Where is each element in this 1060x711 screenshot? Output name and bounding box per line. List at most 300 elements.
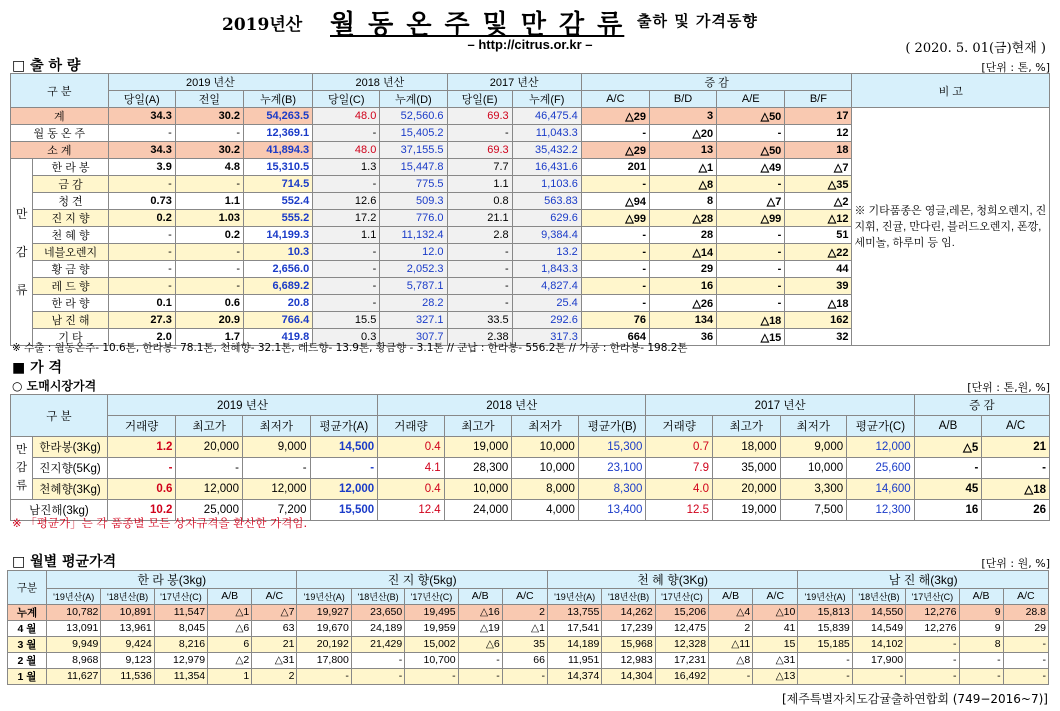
value-cell: 7.9 — [646, 458, 713, 479]
value-cell: 307.7 — [380, 329, 447, 346]
value-cell: 12,000 — [847, 437, 915, 458]
value-cell: - — [798, 652, 852, 668]
value-cell: 15.5 — [313, 312, 380, 329]
sub-header: '17년산(C) — [906, 589, 959, 605]
side-char: 류 — [15, 283, 28, 297]
value-cell: - — [717, 176, 785, 193]
value-cell: △26 — [649, 295, 716, 312]
site-url[interactable]: – http://citrus.or.kr – — [467, 37, 593, 52]
sub-header: A/C — [1003, 589, 1048, 605]
value-cell: - — [108, 261, 175, 278]
value-cell: - — [458, 668, 502, 684]
row-label: 월 동 온 주 — [11, 125, 109, 142]
value-cell: 44 — [785, 261, 852, 278]
sub-header: A/E — [717, 91, 785, 108]
value-cell: 12.4 — [378, 500, 445, 521]
monthly-price-table — [7, 570, 1049, 685]
value-cell: - — [313, 261, 380, 278]
value-cell: 54,263.5 — [244, 108, 313, 125]
sub-header: 평균가(A) — [310, 416, 378, 437]
value-cell: 17,231 — [655, 652, 708, 668]
value-cell: △20 — [649, 125, 716, 142]
page-header — [0, 4, 1060, 38]
value-cell: 9,000 — [780, 437, 847, 458]
value-cell: △16 — [458, 604, 502, 620]
row-label: 진지향(5Kg) — [33, 458, 108, 479]
value-cell: 28,300 — [444, 458, 512, 479]
value-cell: 0.7 — [646, 437, 713, 458]
value-cell: 2.38 — [447, 329, 512, 346]
value-cell: 12,276 — [906, 604, 959, 620]
value-cell: 41,894.3 — [244, 142, 313, 159]
value-cell: 12,300 — [847, 500, 915, 521]
row-label: 누계 — [8, 604, 47, 620]
row-label: 한 라 봉 — [33, 159, 108, 176]
value-cell: - — [959, 652, 1003, 668]
value-cell: 12,276 — [906, 620, 959, 636]
value-cell: 9 — [959, 604, 1003, 620]
sub-header: A/B — [208, 589, 252, 605]
value-cell: 766.4 — [244, 312, 313, 329]
sub-header: A/C — [581, 91, 649, 108]
value-cell: 12,979 — [154, 652, 207, 668]
value-cell: - — [717, 261, 785, 278]
value-cell: 0.2 — [108, 210, 175, 227]
value-cell: 16 — [914, 500, 982, 521]
value-cell: - — [798, 668, 852, 684]
value-cell: 664 — [581, 329, 649, 346]
value-cell: - — [176, 458, 243, 479]
value-cell: 2.0 — [108, 329, 175, 346]
value-cell: 15,185 — [798, 636, 852, 652]
sub-header: 당일(E) — [447, 91, 512, 108]
value-cell: 48.0 — [313, 108, 380, 125]
value-cell: 714.5 — [244, 176, 313, 193]
value-cell: 30.2 — [175, 108, 243, 125]
value-cell: △28 — [649, 210, 716, 227]
value-cell: - — [717, 278, 785, 295]
side-char: 만 — [15, 207, 28, 221]
value-cell: 8 — [959, 636, 1003, 652]
value-cell: 10,700 — [405, 652, 458, 668]
value-cell: 17,239 — [602, 620, 655, 636]
group-header: 한 라 봉(3kg) — [47, 571, 297, 589]
value-cell: 17,900 — [852, 652, 905, 668]
sub-header: '18년산(B) — [101, 589, 154, 605]
value-cell: 14,500 — [310, 437, 378, 458]
page-title: 월 동 온 주 및 만 감 류 — [330, 10, 625, 40]
shipment-unit: [단위 : 톤, %] — [981, 61, 1050, 74]
row-label: 한라봉(3Kg) — [33, 437, 108, 458]
value-cell: - — [914, 458, 982, 479]
sub-header: 평균가(B) — [578, 416, 646, 437]
value-cell: 10.3 — [244, 244, 313, 261]
value-cell: 45 — [914, 479, 982, 500]
value-cell: △1 — [649, 159, 716, 176]
value-cell: 134 — [649, 312, 716, 329]
value-cell: △7 — [252, 604, 297, 620]
sub-header: 평균가(C) — [847, 416, 915, 437]
value-cell: 51 — [785, 227, 852, 244]
table-row — [11, 437, 1050, 458]
monthly-section-title: □ 월별 평균가격 — [12, 554, 117, 570]
value-cell: - — [447, 261, 512, 278]
value-cell: 8 — [649, 193, 716, 210]
value-cell: 1.3 — [313, 159, 380, 176]
sub-header: 당일(C) — [313, 91, 380, 108]
value-cell: △94 — [581, 193, 649, 210]
value-cell: - — [175, 278, 243, 295]
value-cell: 39 — [785, 278, 852, 295]
value-cell: 35,432.2 — [512, 142, 581, 159]
value-cell: 69.3 — [447, 108, 512, 125]
col-header-2019: 2019 년산 — [108, 74, 313, 91]
value-cell: 8,300 — [578, 479, 646, 500]
value-cell: 34.3 — [108, 108, 175, 125]
col-header-gubun: 구분 — [8, 571, 47, 605]
value-cell: - — [313, 125, 380, 142]
value-cell: △49 — [717, 159, 785, 176]
value-cell: △31 — [753, 652, 798, 668]
sub-header: A/C — [982, 416, 1050, 437]
value-cell: 317.3 — [512, 329, 581, 346]
value-cell: 0.6 — [107, 479, 176, 500]
sub-header: 최고가 — [176, 416, 243, 437]
value-cell: 12,000 — [176, 479, 243, 500]
side-char: 감 — [15, 245, 28, 259]
value-cell: 9,424 — [101, 636, 154, 652]
value-cell: 25.4 — [512, 295, 581, 312]
value-cell: 563.83 — [512, 193, 581, 210]
value-cell: - — [175, 125, 243, 142]
value-cell: - — [175, 244, 243, 261]
value-cell: 201 — [581, 159, 649, 176]
value-cell: △2 — [785, 193, 852, 210]
value-cell: △19 — [458, 620, 502, 636]
value-cell: 29 — [649, 261, 716, 278]
sub-header: '19년산(A) — [297, 589, 351, 605]
sub-header: A/B — [914, 416, 982, 437]
value-cell: 8,216 — [154, 636, 207, 652]
value-cell: - — [959, 668, 1003, 684]
value-cell: 20,000 — [176, 437, 243, 458]
value-cell: - — [458, 652, 502, 668]
value-cell: 1.03 — [175, 210, 243, 227]
value-cell: - — [351, 652, 404, 668]
row-label: 남진해(3kg) — [11, 500, 108, 521]
sub-header: 누계(D) — [380, 91, 447, 108]
footer-source: [제주특별자치도감귤출하연합회 (749−2016~7)] — [781, 692, 1048, 706]
value-cell: 20.9 — [175, 312, 243, 329]
value-cell: 2 — [709, 620, 753, 636]
value-cell: 15,405.2 — [380, 125, 447, 142]
sub-header: 최저가 — [512, 416, 579, 437]
value-cell: 1,843.3 — [512, 261, 581, 278]
wholesale-price-table — [10, 394, 1050, 521]
value-cell: - — [242, 458, 310, 479]
value-cell: 292.6 — [512, 312, 581, 329]
value-cell: 13,400 — [578, 500, 646, 521]
sub-header: A/B — [959, 589, 1003, 605]
value-cell: 4,000 — [512, 500, 579, 521]
value-cell: 14,549 — [852, 620, 905, 636]
value-cell: 12 — [785, 125, 852, 142]
value-cell: △29 — [581, 108, 649, 125]
sub-header: '18년산(B) — [351, 589, 404, 605]
monthly-unit: [단위 : 원, %] — [981, 557, 1050, 570]
value-cell: 555.2 — [244, 210, 313, 227]
sub-header: '17년산(C) — [655, 589, 708, 605]
value-cell: - — [906, 668, 959, 684]
value-cell: - — [313, 278, 380, 295]
value-cell: 14,550 — [852, 604, 905, 620]
value-cell: △5 — [914, 437, 982, 458]
value-cell: 12.6 — [313, 193, 380, 210]
value-cell: △8 — [649, 176, 716, 193]
value-cell: 1.1 — [447, 176, 512, 193]
value-cell: 17,541 — [547, 620, 601, 636]
value-cell: 14,189 — [547, 636, 601, 652]
value-cell: 6 — [208, 636, 252, 652]
value-cell: - — [351, 668, 404, 684]
value-cell: △1 — [502, 620, 547, 636]
table-row — [8, 604, 1049, 620]
col-header-2017: 2017 년산 — [447, 74, 581, 91]
value-cell: 0.73 — [108, 193, 175, 210]
value-cell: 12.0 — [380, 244, 447, 261]
sub-header: '19년산(A) — [798, 589, 852, 605]
table-row — [8, 636, 1049, 652]
value-cell: - — [175, 261, 243, 278]
value-cell: 18 — [785, 142, 852, 159]
value-cell: 13.2 — [512, 244, 581, 261]
value-cell: 629.6 — [512, 210, 581, 227]
report-date: ( 2020. 5. 01(금)현재 ) — [905, 41, 1046, 56]
value-cell: 30.2 — [175, 142, 243, 159]
value-cell: 0.8 — [447, 193, 512, 210]
value-cell: 21 — [252, 636, 297, 652]
value-cell: △15 — [717, 329, 785, 346]
shipment-table — [10, 73, 1050, 346]
value-cell: 2,656.0 — [244, 261, 313, 278]
col-header-gubun: 구 분 — [11, 395, 108, 437]
group-header: 진 지 향(5kg) — [297, 571, 547, 589]
value-cell: 15,839 — [798, 620, 852, 636]
row-label: 계 — [11, 108, 109, 125]
sub-header: 전일 — [175, 91, 243, 108]
value-cell: 18,000 — [712, 437, 780, 458]
sub-header: 거래량 — [378, 416, 445, 437]
sub-header: A/C — [252, 589, 297, 605]
value-cell: 9,949 — [47, 636, 101, 652]
value-cell: 19,927 — [297, 604, 351, 620]
value-cell: 2 — [502, 604, 547, 620]
value-cell: 66 — [502, 652, 547, 668]
value-cell: 8,000 — [512, 479, 579, 500]
value-cell: - — [108, 176, 175, 193]
value-cell: 20.8 — [244, 295, 313, 312]
value-cell: △99 — [717, 210, 785, 227]
value-cell: 8,968 — [47, 652, 101, 668]
value-cell: 7,500 — [780, 500, 847, 521]
value-cell: △6 — [458, 636, 502, 652]
value-cell: 17 — [785, 108, 852, 125]
value-cell: 17.2 — [313, 210, 380, 227]
value-cell: 1 — [208, 668, 252, 684]
value-cell: 327.1 — [380, 312, 447, 329]
value-cell: 15,500 — [310, 500, 378, 521]
sub-header: '19년산(A) — [547, 589, 601, 605]
side-char: 만 — [16, 444, 28, 456]
value-cell: 16 — [649, 278, 716, 295]
value-cell: 15,813 — [798, 604, 852, 620]
value-cell: - — [581, 125, 649, 142]
row-label: 기 타 — [33, 329, 108, 346]
col-header-2017: 2017 년산 — [646, 395, 914, 416]
value-cell: 14,304 — [602, 668, 655, 684]
value-cell: 10,891 — [101, 604, 154, 620]
row-label: 천 혜 향 — [33, 227, 108, 244]
value-cell: - — [447, 278, 512, 295]
value-cell: - — [906, 636, 959, 652]
price-section-title: ■ 가 격 — [12, 360, 63, 376]
value-cell: △18 — [717, 312, 785, 329]
value-cell: - — [581, 295, 649, 312]
value-cell: 32 — [785, 329, 852, 346]
value-cell: 10,000 — [512, 437, 579, 458]
side-label — [11, 159, 33, 346]
value-cell: - — [447, 125, 512, 142]
value-cell: 36 — [649, 329, 716, 346]
value-cell: 1.1 — [313, 227, 380, 244]
value-cell: - — [581, 227, 649, 244]
side-label — [11, 437, 33, 500]
sub-header: 최저가 — [242, 416, 310, 437]
side-char: 감 — [16, 462, 28, 474]
value-cell: 419.8 — [244, 329, 313, 346]
table-row — [8, 652, 1049, 668]
value-cell: 28.2 — [380, 295, 447, 312]
value-cell: 34.3 — [108, 142, 175, 159]
value-cell: 552.4 — [244, 193, 313, 210]
value-cell: 9,123 — [101, 652, 154, 668]
value-cell: - — [581, 278, 649, 295]
value-cell: - — [108, 244, 175, 261]
value-cell: - — [717, 295, 785, 312]
value-cell: 1,103.6 — [512, 176, 581, 193]
value-cell: - — [906, 652, 959, 668]
row-label: 2 월 — [8, 652, 47, 668]
value-cell: △1 — [208, 604, 252, 620]
value-cell: 69.3 — [447, 142, 512, 159]
value-cell: 0.3 — [313, 329, 380, 346]
value-cell: 2 — [252, 668, 297, 684]
value-cell: - — [175, 176, 243, 193]
value-cell: 15,002 — [405, 636, 458, 652]
value-cell: 20,000 — [712, 479, 780, 500]
value-cell: △35 — [785, 176, 852, 193]
value-cell: 4.8 — [175, 159, 243, 176]
value-cell: △50 — [717, 142, 785, 159]
value-cell: 11,627 — [47, 668, 101, 684]
value-cell: 14,102 — [852, 636, 905, 652]
value-cell: 776.0 — [380, 210, 447, 227]
value-cell: 9,000 — [242, 437, 310, 458]
value-cell: 12,000 — [310, 479, 378, 500]
value-cell: 29 — [1003, 620, 1048, 636]
value-cell: 19,495 — [405, 604, 458, 620]
table-row — [11, 458, 1050, 479]
value-cell: △7 — [717, 193, 785, 210]
value-cell: 14,262 — [602, 604, 655, 620]
value-cell: 2,052.3 — [380, 261, 447, 278]
value-cell: 20,192 — [297, 636, 351, 652]
row-label: 금 감 — [33, 176, 108, 193]
value-cell: - — [717, 125, 785, 142]
col-header-2018: 2018 년산 — [313, 74, 447, 91]
value-cell: 24,189 — [351, 620, 404, 636]
value-cell: △29 — [581, 142, 649, 159]
value-cell: △50 — [717, 108, 785, 125]
col-header-2019: 2019 년산 — [107, 395, 377, 416]
value-cell: 13,755 — [547, 604, 601, 620]
sub-header: '18년산(B) — [602, 589, 655, 605]
value-cell: 19,000 — [444, 437, 512, 458]
value-cell: 8,045 — [154, 620, 207, 636]
value-cell: - — [1003, 652, 1048, 668]
value-cell: 11,354 — [154, 668, 207, 684]
value-cell: 10.2 — [107, 500, 176, 521]
value-cell: 48.0 — [313, 142, 380, 159]
value-cell: 0.2 — [175, 227, 243, 244]
value-cell: 19,670 — [297, 620, 351, 636]
value-cell: 11,132.4 — [380, 227, 447, 244]
value-cell: 19,000 — [712, 500, 780, 521]
value-cell: - — [297, 668, 351, 684]
row-label: 4 월 — [8, 620, 47, 636]
value-cell: 27.3 — [108, 312, 175, 329]
value-cell: 33.5 — [447, 312, 512, 329]
value-cell: 16,431.6 — [512, 159, 581, 176]
group-header: 남 진 해(3kg) — [798, 571, 1049, 589]
value-cell: △2 — [208, 652, 252, 668]
price-note: ※ 「평균가」는 각 품종별 모든 상자규격을 환산한 가격임. — [12, 516, 308, 530]
value-cell: - — [108, 278, 175, 295]
value-cell: △12 — [785, 210, 852, 227]
row-label: 진 지 향 — [33, 210, 108, 227]
value-cell: 25,600 — [847, 458, 915, 479]
value-cell: - — [1003, 668, 1048, 684]
value-cell: - — [108, 125, 175, 142]
table-row — [8, 668, 1049, 684]
value-cell: 15 — [753, 636, 798, 652]
value-cell: 41 — [753, 620, 798, 636]
sub-header: '19년산(A) — [47, 589, 101, 605]
value-cell: 15,310.5 — [244, 159, 313, 176]
side-char: 류 — [16, 480, 28, 492]
sub-header: '18년산(B) — [852, 589, 905, 605]
value-cell: 23,100 — [578, 458, 646, 479]
sub-header: 누계(B) — [244, 91, 313, 108]
value-cell: 4.0 — [646, 479, 713, 500]
value-cell: 17,800 — [297, 652, 351, 668]
sub-header: 거래량 — [646, 416, 713, 437]
value-cell: 5,787.1 — [380, 278, 447, 295]
value-cell: - — [982, 458, 1050, 479]
value-cell: - — [502, 668, 547, 684]
sub-header: A/B — [709, 589, 753, 605]
value-cell: - — [1003, 636, 1048, 652]
